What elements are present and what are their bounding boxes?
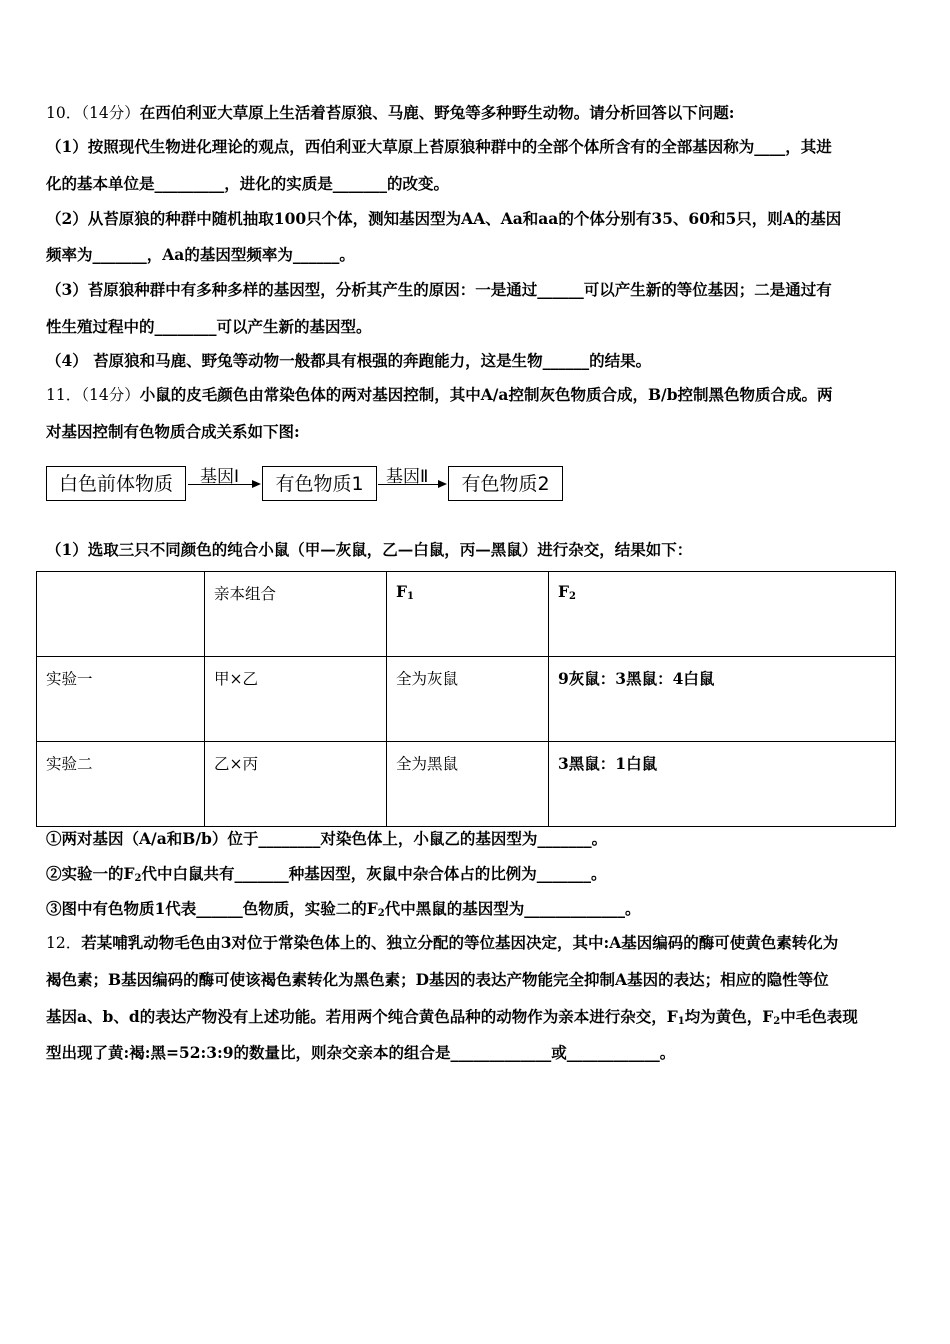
- q10-p2a: （2）从苔原狼的种群中随机抽取100只个体，测知基因型为AA、Aa和aa的个体分别有35、60和5只，则A的基因: [46, 209, 842, 228]
- table-cell: 3黑鼠：1白鼠: [549, 742, 896, 827]
- q10-stem: 在西伯利亚大草原上生活着苔原狼、马鹿、野兔等多种野生动物。请分析回答以下问题:: [139, 103, 735, 122]
- q11-stem-b: 对基因控制有色物质合成关系如下图:: [46, 422, 300, 441]
- arrow1-line: [188, 484, 252, 485]
- q10-p1a: （1）按照现代生物进化理论的观点，西伯利亚大草原上苔原狼种群中的全部个体所含有的全部基因称为____，其进: [46, 137, 832, 156]
- table-row: [37, 657, 896, 742]
- table-cell: 甲×乙: [205, 657, 387, 742]
- box-white-precursor: 白色前体物质: [46, 466, 186, 501]
- table-cell: 全为黑鼠: [387, 742, 549, 827]
- q12-line2: 褐色素；B基因编码的酶可使该褐色素转化为黑色素；D基因的表达产物能完全抑制A基因的表达；相应的隐性等位: [46, 970, 829, 989]
- arrow1-head: [252, 480, 261, 488]
- q12-line1: 12．若某哺乳动物毛色由3对位于常染色体上的、独立分配的等位基因决定，其中:A基因编码的酶可使黄色素转化为: [46, 933, 839, 952]
- q11-stem-line: [46, 385, 833, 405]
- q10-p3a: （3）苔原狼种群中有多种多样的基因型，分析其产生的原因：一是通过______可以产生新的等位基因；二是通过有: [46, 280, 832, 299]
- q11-c2: ②实验一的$F_2$代中白鼠共有_______种基因型，灰鼠中杂合体占的比例为_______。: [46, 864, 607, 884]
- q10-p2b: 频率为_______，Aa的基因型频率为______。: [46, 245, 355, 264]
- q11-c3: ③图中有色物质1代表______色物质，实验二的$F_2$代中黑鼠的基因型为_____________。: [46, 899, 641, 919]
- box-colored-1: 有色物质1: [262, 466, 377, 501]
- q11-stem-a: 小鼠的皮毛颜色由常染色体的两对基因控制，其中A/a控制灰色物质合成，B/b控制黑色物质合成。两: [139, 385, 833, 404]
- table-row: [37, 742, 896, 827]
- q10-p3b: 性生殖过程中的________可以产生新的基因型。: [46, 317, 372, 336]
- table-header-cell: $F_1$: [387, 572, 549, 657]
- q10-stem-line: [46, 103, 734, 123]
- arrow2-line: [378, 484, 438, 485]
- arrow2-label: 基因Ⅱ: [386, 467, 429, 487]
- q10-number: 10．: [46, 104, 82, 122]
- q11-number: 11．: [46, 386, 82, 404]
- table-cell: 9灰鼠：3黑鼠：4白鼠: [549, 657, 896, 742]
- q12-line4: 型出现了黄:褐:黑=52:3:9的数量比，则杂交亲本的组合是_____________或____________。: [46, 1043, 676, 1062]
- q12-line3: 基因a、b、d的表达产物没有上述功能。若用两个纯合黄色品种的动物作为亲本进行杂交，$F_1$均为黄色，$F_2$中毛色表现: [46, 1007, 858, 1027]
- box-colored-2: 有色物质2: [448, 466, 563, 501]
- q10-score: （14分）: [81, 104, 140, 122]
- table-cell: 实验二: [37, 742, 205, 827]
- q11-sub1: （1）选取三只不同颜色的纯合小鼠（甲—灰鼠，乙—白鼠，丙—黑鼠）进行杂交，结果如下：: [46, 540, 693, 559]
- table-header-cell: $F_2$: [549, 572, 896, 657]
- q10-p4: （4） 苔原狼和马鹿、野兔等动物一般都具有根强的奔跑能力，这是生物______的结果。: [46, 351, 652, 370]
- arrow2-head: [438, 480, 447, 488]
- q12-number: 12．: [46, 934, 82, 952]
- table-cell: 实验一: [37, 657, 205, 742]
- q10-p1b: 化的基本单位是_________，进化的实质是_______的改变。: [46, 174, 450, 193]
- table-cell: 全为灰鼠: [387, 657, 549, 742]
- table-header-cell: [37, 572, 205, 657]
- arrow1-label: 基因Ⅰ: [200, 467, 240, 487]
- table-header-row: [37, 572, 896, 657]
- table-header-cell: 亲本组合: [205, 572, 387, 657]
- q11-score: （14分）: [81, 386, 140, 404]
- q11-c1: ①两对基因（A/a和B/b）位于________对染色体上，小鼠乙的基因型为_______。: [46, 829, 608, 848]
- table-cell: 乙×丙: [205, 742, 387, 827]
- cross-results-table: [36, 571, 896, 827]
